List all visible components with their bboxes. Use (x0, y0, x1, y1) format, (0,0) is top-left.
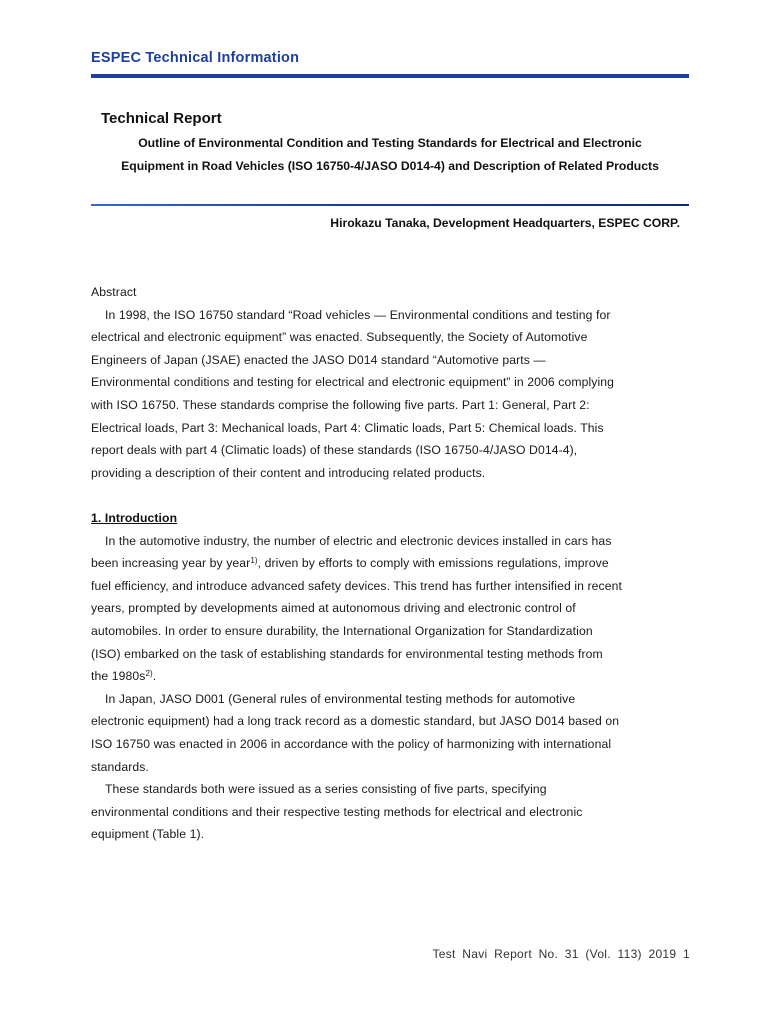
reference-marker: 2) (145, 669, 153, 679)
intro-line: In Japan, JASO D001 (General rules of environmental testing methods for automotive (105, 691, 576, 706)
intro-text: . (152, 669, 157, 684)
header-rule (91, 74, 689, 78)
intro-line: These standards both were issued as a series consisting of five parts, specifying (105, 782, 547, 797)
abstract-heading: Abstract (91, 285, 137, 299)
intro-text: , driven by efforts to comply with emissions regulations, improve (257, 556, 609, 571)
intro-line: (ISO) embarked on the task of establishing standards for environmental testing methods from (91, 646, 603, 661)
section-heading: 1. Introduction (91, 511, 178, 525)
report-title-line: Equipment in Road Vehicles (ISO 16750-4/JASO D014-4) and Description of Related Products (121, 159, 659, 173)
intro-line (91, 552, 689, 575)
intro-line: years, prompted by developments aimed at autonomous driving and electronic control of (91, 601, 576, 616)
abstract-line: Engineers of Japan (JSAE) enacted the JASO D014 standard “Automotive parts — (91, 352, 546, 367)
report-title (92, 132, 688, 178)
intro-text: the 1980s (91, 669, 146, 684)
intro-line: In the automotive industry, the number of electric and electronic devices installed in cars has (105, 533, 612, 548)
page-footer: Test Navi Report No. 31 (Vol. 113) 2019 1 (432, 947, 690, 961)
abstract-line: report deals with part 4 (Climatic loads) of these standards (ISO 16750-4/JASO D014-4), (91, 443, 578, 458)
abstract-line: providing a description of their content and introducing related products. (91, 465, 486, 480)
abstract-line: electrical and electronic equipment” was enacted. Subsequently, the Society of Automotive (91, 330, 588, 345)
intro-line: electronic equipment) had a long track record as a domestic standard, but JASO D014 based on (91, 714, 620, 729)
intro-text: been increasing year by year (91, 556, 251, 571)
author-line: Hirokazu Tanaka, Development Headquarters, ESPEC CORP. (330, 216, 680, 230)
publication-title: ESPEC Technical Information (91, 50, 300, 66)
abstract-section (91, 281, 689, 484)
introduction-section (91, 507, 689, 846)
reference-marker: 1) (250, 556, 258, 566)
abstract-line: with ISO 16750. These standards comprise the following five parts. Part 1: General, Part 2: (91, 397, 590, 412)
report-title-line: Outline of Environmental Condition and Testing Standards for Electrical and Electronic (138, 136, 642, 150)
intro-line: fuel efficiency, and introduce advanced safety devices. This trend has further intensified in recent (91, 578, 622, 593)
abstract-line: In 1998, the ISO 16750 standard “Road vehicles — Environmental conditions and testing for (105, 307, 611, 322)
intro-line: equipment (Table 1). (91, 827, 205, 842)
intro-line: environmental conditions and their respective testing methods for electrical and electronic (91, 804, 583, 819)
title-rule (91, 204, 689, 206)
abstract-line: Environmental conditions and testing for electrical and electronic equipment” in 2006 complying (91, 375, 615, 390)
report-label: Technical Report (101, 110, 222, 127)
intro-line: standards. (91, 759, 149, 774)
intro-line: automobiles. In order to ensure durability, the International Organization for Standardization (91, 623, 593, 638)
abstract-line: Electrical loads, Part 3: Mechanical loads, Part 4: Climatic loads, Part 5: Chemical loads. This (91, 420, 604, 435)
intro-line: ISO 16750 was enacted in 2006 in accordance with the policy of harmonizing with international (91, 736, 612, 751)
intro-line (91, 665, 689, 688)
